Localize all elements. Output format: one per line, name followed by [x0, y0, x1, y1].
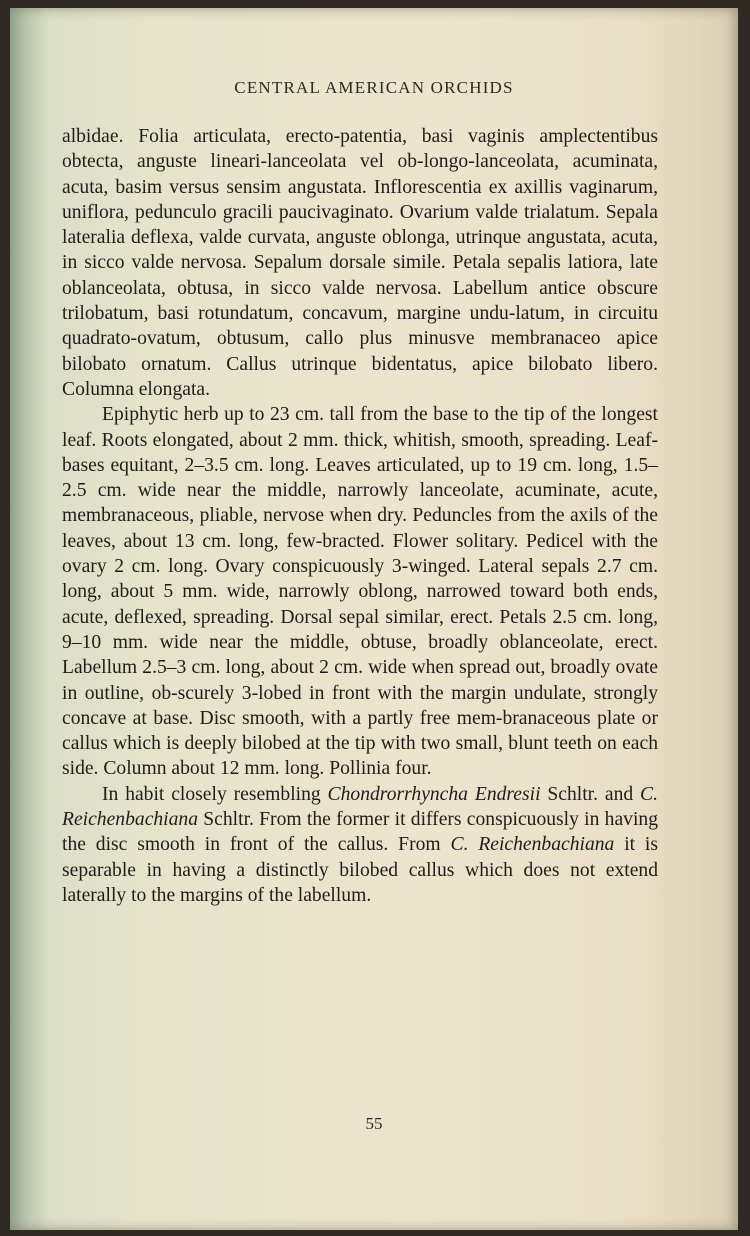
running-header: CENTRAL AMERICAN ORCHIDS [234, 78, 514, 97]
page-gutter [10, 8, 50, 1230]
english-description-paragraph: Epiphytic herb up to 23 cm. tall from the base to the tip of the longest leaf. Roots elongated, about 2 mm. thick, whitish, smooth, spreading. Leaf-bases equitant, 2–3.5 cm. long. Leaves articulated, up to 19 cm. long, 1.5–2.5 cm. wide near the middle, narrowly lanceolate, acuminate, acute, membranaceous, pliable, nervose when dry. Peduncles from the axils of the leaves, about 13 cm. long, few-bracted. Flower solitary. Pedicel with the ovary 2 cm. long. Ovary conspicuously 3-winged. Lateral sepals 2.7 cm. long, about 5 mm. wide, narrowly oblong, narrowed toward both ends, acute, deflexed, spreading. Dorsal sepal similar, erect. Petals 2.5 cm. long, 9–10 mm. wide near the middle, obtuse, broadly oblanceolate, erect. Labellum 2.5–3 cm. long, about 2 cm. wide when spread out, broadly ovate in outline, ob-scurely 3-lobed in front with the margin undulate, strongly concave at base. Disc smooth, with a partly free mem-branaceous plate or callus which is deeply bilobed at the tip with two small, blunt teeth on each side. Column about 12 mm. long. Pollinia four. [62, 404, 658, 780]
page-number: 55 [365, 1114, 383, 1133]
latin-description-paragraph: albidae. Folia articulata, erecto-patentia, basi vaginis amplectentibus obtecta, anguste lineari-lanceolata vel ob-longo-lanceolata, acuminata, acuta, basim versus sensim angustata. Inflorescentia ex axillis vaginarum, uniflora, pedunculo gracili paucivaginato. Ovarium valde trialatum. Sepala lateralia deflexa, valde curvata, anguste oblonga, utrinque angustata, acuta, in sicco valde nervosa. Sepalum dorsale simile. Petala sepalis latiora, late oblanceolata, obtusa, in sicco valde nervosa. Labellum antice obscure trilobatum, basi rotundatum, concavum, margine undu-latum, in circuitu quadrato-ovatum, obtusum, callo plus minusve membranaceo apice bilobato ornatum. Callus utrinque bidentatus, apice bilobato libero. Columna elongata. [62, 126, 658, 400]
book-page [10, 8, 738, 1230]
body-text [62, 124, 658, 908]
species-name: C. Reichenbachiana [62, 783, 659, 831]
species-name: C. Reichenbachiana [450, 834, 615, 856]
species-name: Chondrorrhyncha Endresii [327, 783, 541, 805]
comparison-paragraph: In habit closely resembling Chondrorrhyncha Endresii Schltr. and C. Reichenbachiana Schltr. From the former it differs conspicuously in having the disc smooth in front of the callus. From C. Reichenbachiana it is separable in having a distinctly bilobed callus which does not extend laterally to the margins of the labellum. [62, 783, 659, 906]
